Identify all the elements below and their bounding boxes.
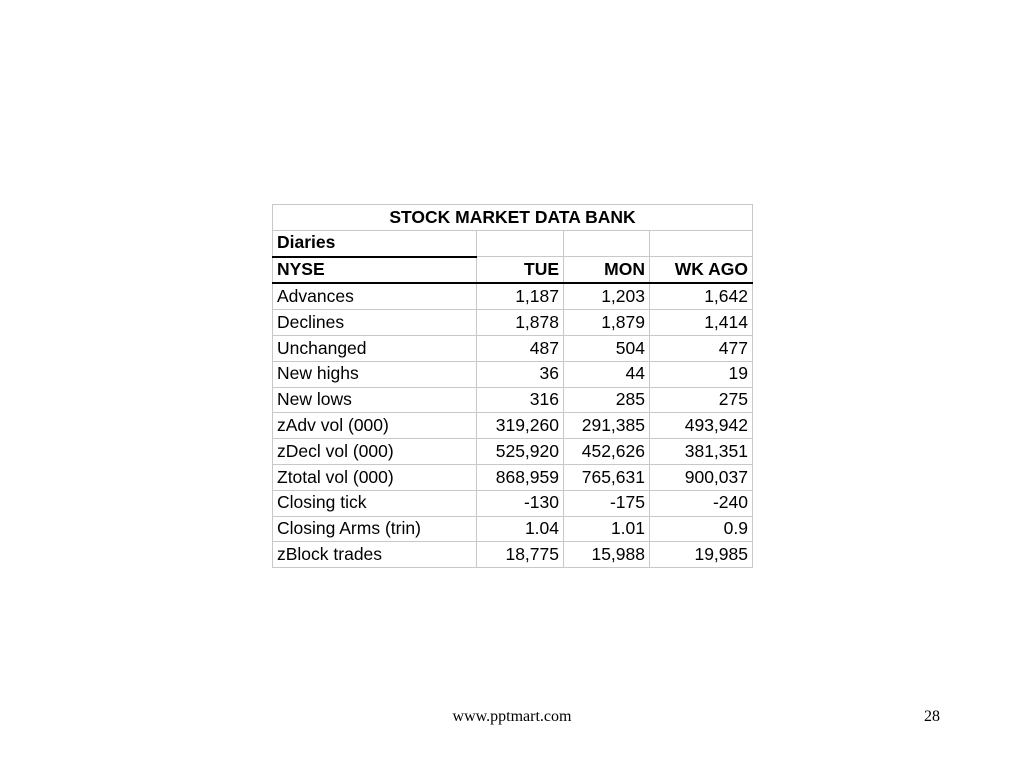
row-label: New highs xyxy=(273,361,477,387)
footer-url: www.pptmart.com xyxy=(452,708,572,725)
header-mon: MON xyxy=(564,257,650,284)
table-title: STOCK MARKET DATA BANK xyxy=(273,205,753,231)
row-label: zBlock trades xyxy=(273,542,477,568)
row-label: Unchanged xyxy=(273,335,477,361)
cell-mon: 452,626 xyxy=(564,439,650,465)
header-tue: TUE xyxy=(477,257,564,284)
cell-tue: 868,959 xyxy=(477,464,564,490)
row-label: Closing Arms (trin) xyxy=(273,516,477,542)
row-label: Advances xyxy=(273,283,477,309)
row-label: Declines xyxy=(273,310,477,336)
cell-tue: 36 xyxy=(477,361,564,387)
cell-wk-ago: 477 xyxy=(650,335,753,361)
table-row xyxy=(273,335,753,361)
row-label: New lows xyxy=(273,387,477,413)
row-label: zDecl vol (000) xyxy=(273,439,477,465)
empty-cell xyxy=(477,230,564,256)
cell-tue: 487 xyxy=(477,335,564,361)
table-row xyxy=(273,516,753,542)
table-row xyxy=(273,310,753,336)
section-label: Diaries xyxy=(273,230,477,256)
cell-tue: 1,187 xyxy=(477,283,564,309)
cell-wk-ago: 493,942 xyxy=(650,413,753,439)
cell-tue: -130 xyxy=(477,490,564,516)
cell-wk-ago: 900,037 xyxy=(650,464,753,490)
cell-mon: 285 xyxy=(564,387,650,413)
cell-mon: 765,631 xyxy=(564,464,650,490)
cell-wk-ago: 275 xyxy=(650,387,753,413)
cell-tue: 18,775 xyxy=(477,542,564,568)
table-row xyxy=(273,439,753,465)
cell-wk-ago: 1,642 xyxy=(650,283,753,309)
header-wk-ago: WK AGO xyxy=(650,257,753,284)
cell-tue: 525,920 xyxy=(477,439,564,465)
cell-tue: 316 xyxy=(477,387,564,413)
row-label: Closing tick xyxy=(273,490,477,516)
empty-cell xyxy=(650,230,753,256)
table-row xyxy=(273,490,753,516)
cell-wk-ago: 19 xyxy=(650,361,753,387)
row-label: Ztotal vol (000) xyxy=(273,464,477,490)
header-exchange: NYSE xyxy=(273,257,477,284)
cell-wk-ago: 381,351 xyxy=(650,439,753,465)
table-title-row xyxy=(273,205,753,231)
table-row xyxy=(273,361,753,387)
cell-wk-ago: 0.9 xyxy=(650,516,753,542)
stock-market-data-table xyxy=(272,204,753,568)
cell-mon: 1,879 xyxy=(564,310,650,336)
cell-tue: 1,878 xyxy=(477,310,564,336)
table-row xyxy=(273,283,753,309)
cell-wk-ago: -240 xyxy=(650,490,753,516)
cell-mon: 504 xyxy=(564,335,650,361)
empty-cell xyxy=(564,230,650,256)
row-label: zAdv vol (000) xyxy=(273,413,477,439)
table-header-row xyxy=(273,257,753,284)
cell-mon: 1,203 xyxy=(564,283,650,309)
cell-mon: 1.01 xyxy=(564,516,650,542)
cell-mon: 44 xyxy=(564,361,650,387)
table-row xyxy=(273,542,753,568)
cell-tue: 319,260 xyxy=(477,413,564,439)
cell-wk-ago: 19,985 xyxy=(650,542,753,568)
cell-tue: 1.04 xyxy=(477,516,564,542)
table-section-row xyxy=(273,230,753,256)
table-row xyxy=(273,387,753,413)
cell-mon: -175 xyxy=(564,490,650,516)
cell-wk-ago: 1,414 xyxy=(650,310,753,336)
cell-mon: 291,385 xyxy=(564,413,650,439)
cell-mon: 15,988 xyxy=(564,542,650,568)
table-row xyxy=(273,413,753,439)
page-number: 28 xyxy=(924,708,940,725)
table-row xyxy=(273,464,753,490)
